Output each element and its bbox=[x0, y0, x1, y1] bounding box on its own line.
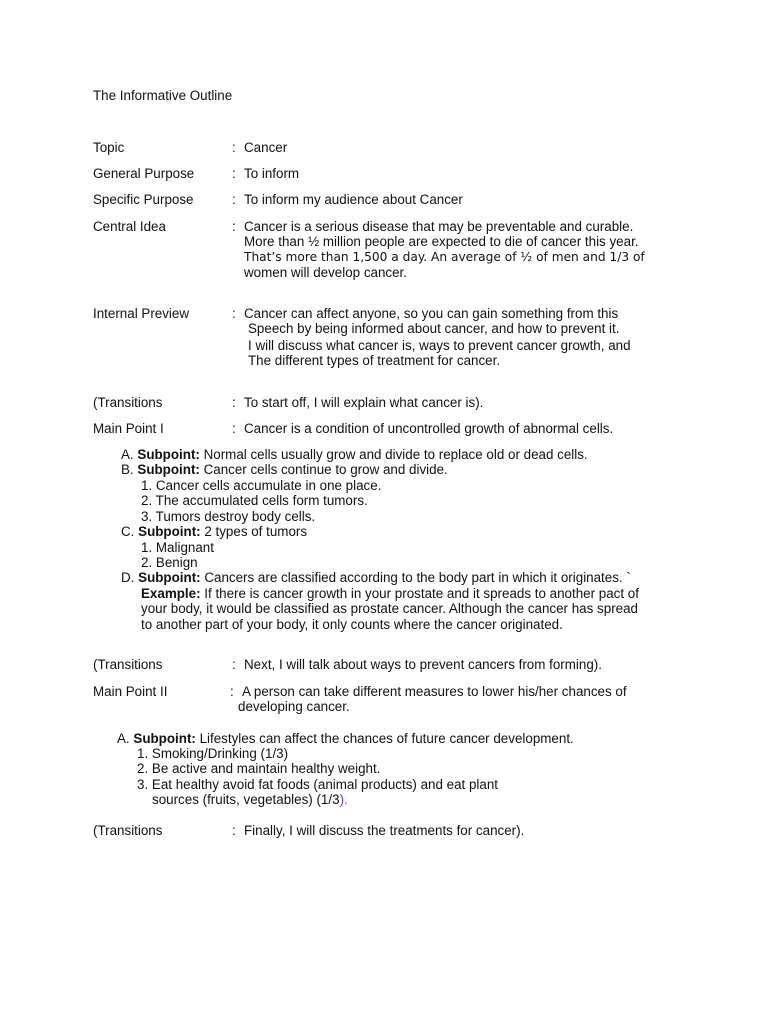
internal-preview-line: Cancer can affect anyone, so you can gain something from this bbox=[244, 306, 619, 321]
specific-purpose-label: Specific Purpose bbox=[93, 192, 194, 207]
list-item: 2. The accumulated cells form tumors. bbox=[141, 493, 368, 508]
subpoint-c bbox=[121, 524, 307, 539]
central-idea-separator: : bbox=[232, 219, 236, 234]
specific-purpose-separator: : bbox=[232, 192, 236, 207]
main-point-1-separator: : bbox=[232, 421, 236, 436]
list-item-continuation bbox=[152, 792, 348, 807]
subpoint-d bbox=[121, 570, 631, 585]
subpoint-label: Subpoint: bbox=[137, 462, 200, 477]
main-point-2-line: developing cancer. bbox=[238, 699, 350, 714]
list-item: 2. Benign bbox=[141, 555, 198, 570]
subpoint-b bbox=[121, 462, 448, 477]
closing-punctuation: ). bbox=[339, 792, 348, 807]
subpoint-label: Subpoint: bbox=[138, 524, 201, 539]
subpoint-a bbox=[117, 731, 574, 746]
general-purpose-label: General Purpose bbox=[93, 166, 195, 181]
subpoint-label: Subpoint: bbox=[133, 731, 196, 746]
central-idea-label: Central Idea bbox=[93, 219, 166, 234]
subpoint-text: Cancers are classified according to the body part in which it originates. ` bbox=[204, 570, 631, 585]
transition-label: (Transitions bbox=[93, 823, 163, 838]
list-item: 2. Be active and maintain healthy weight. bbox=[137, 761, 381, 776]
internal-preview-line: The different types of treatment for cancer. bbox=[248, 353, 501, 368]
example-line: your body, it would be classified as prostate cancer. Although the cancer has spread bbox=[141, 601, 638, 616]
list-item-continuation-text: sources (fruits, vegetables) (1/3 bbox=[152, 792, 340, 807]
list-item: 3. Eat healthy avoid fat foods (animal products) and eat plant bbox=[137, 777, 499, 792]
internal-preview-separator: : bbox=[232, 306, 236, 321]
topic-separator: : bbox=[232, 140, 236, 155]
subpoint-a bbox=[121, 447, 588, 462]
transition-separator: : bbox=[232, 657, 236, 672]
list-item: 1. Cancer cells accumulate in one place. bbox=[141, 478, 382, 493]
transition-label: (Transitions bbox=[93, 395, 163, 410]
transition-separator: : bbox=[232, 823, 236, 838]
subpoint-text: Normal cells usually grow and divide to replace old or dead cells. bbox=[203, 447, 588, 462]
transition-separator: : bbox=[232, 395, 236, 410]
main-point-2-line: A person can take different measures to lower his/her chances of bbox=[242, 684, 627, 699]
transition-text: Finally, I will discuss the treatments for cancer). bbox=[244, 823, 525, 838]
subpoint-label: Subpoint: bbox=[137, 447, 200, 462]
main-point-2-label: Main Point II bbox=[93, 684, 168, 699]
general-purpose-separator: : bbox=[232, 166, 236, 181]
central-idea-line: More than ½ million people are expected to die of cancer this year. bbox=[244, 234, 639, 249]
subpoint-text: Cancer cells continue to grow and divide. bbox=[203, 462, 448, 477]
central-idea-line: That’s more than 1,500 a day. An average of ½ of men and 1/3 of bbox=[244, 250, 645, 264]
central-idea-line: Cancer is a serious disease that may be preventable and curable. bbox=[244, 219, 634, 234]
example-text: If there is cancer growth in your prostate and it spreads to another pact of bbox=[204, 586, 639, 601]
internal-preview-line: Speech by being informed about cancer, and how to prevent it. bbox=[248, 321, 620, 336]
transition-text: To start off, I will explain what cancer is). bbox=[244, 395, 484, 410]
subpoint-prefix: A. bbox=[117, 731, 130, 746]
list-item: 1. Malignant bbox=[141, 540, 214, 555]
subpoint-text: 2 types of tumors bbox=[204, 524, 308, 539]
list-item: 3. Tumors destroy body cells. bbox=[141, 509, 316, 524]
main-point-2-separator: : bbox=[230, 684, 234, 699]
general-purpose-value: To inform bbox=[244, 166, 300, 181]
topic-label: Topic bbox=[93, 140, 125, 155]
example-line: to another part of your body, it only counts where the cancer originated. bbox=[141, 617, 563, 632]
transition-label: (Transitions bbox=[93, 657, 163, 672]
specific-purpose-value: To inform my audience about Cancer bbox=[244, 192, 463, 207]
example-label: Example: bbox=[141, 586, 201, 601]
transition-text: Next, I will talk about ways to prevent cancers from forming). bbox=[244, 657, 602, 672]
document-title: The Informative Outline bbox=[93, 88, 233, 103]
list-item: 1. Smoking/Drinking (1/3) bbox=[137, 746, 289, 761]
subpoint-prefix: B. bbox=[121, 462, 134, 477]
internal-preview-line: I will discuss what cancer is, ways to prevent cancer growth, and bbox=[248, 338, 631, 353]
topic-value: Cancer bbox=[244, 140, 288, 155]
subpoint-prefix: D. bbox=[121, 570, 135, 585]
subpoint-text: Lifestyles can affect the chances of future cancer development. bbox=[199, 731, 574, 746]
example-line bbox=[141, 586, 639, 601]
internal-preview-label: Internal Preview bbox=[93, 306, 190, 321]
main-point-1-text: Cancer is a condition of uncontrolled growth of abnormal cells. bbox=[244, 421, 614, 436]
subpoint-label: Subpoint: bbox=[138, 570, 201, 585]
main-point-1-label: Main Point I bbox=[93, 421, 164, 436]
subpoint-prefix: C. bbox=[121, 524, 135, 539]
central-idea-line: women will develop cancer. bbox=[244, 265, 408, 280]
subpoint-prefix: A. bbox=[121, 447, 134, 462]
